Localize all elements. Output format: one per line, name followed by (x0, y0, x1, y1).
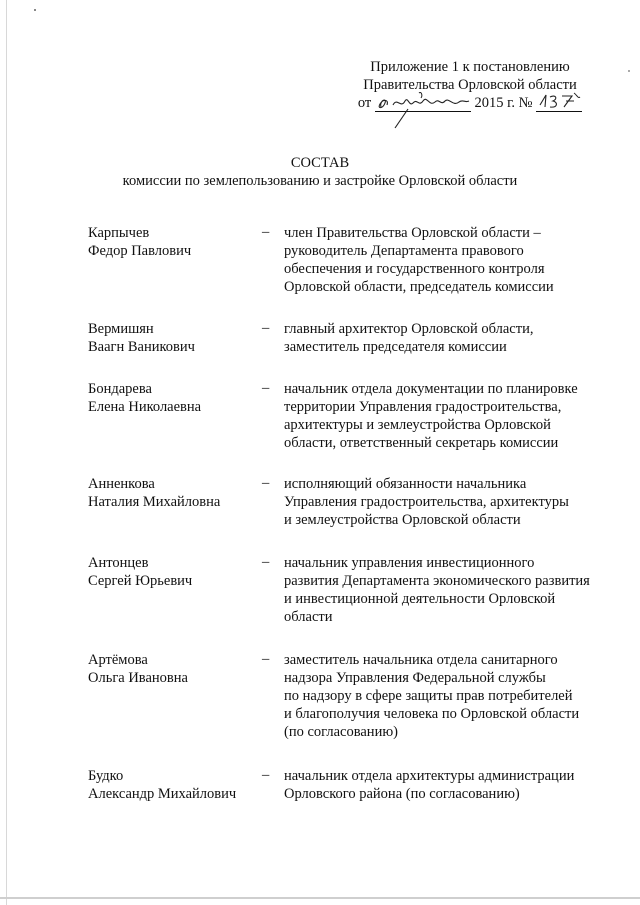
member-surname: Бондарева (88, 381, 152, 397)
member-dash: – (262, 767, 270, 783)
role-line: исполняющий обязанности начальника (284, 476, 527, 492)
role-line: заместитель председателя комиссии (284, 339, 507, 355)
member-given-names: Федор Павлович (88, 243, 192, 259)
member-role (284, 475, 604, 529)
member-name (88, 767, 258, 803)
appendix-header (340, 58, 600, 112)
member-surname: Карпычев (88, 225, 150, 241)
title-subheading: комиссии по землепользованию и застройке Орловской области (122, 173, 518, 189)
role-line: член Правительства Орловской области – (284, 225, 541, 241)
scan-edge (0, 897, 640, 899)
member-given-names: Сергей Юрьевич (88, 573, 193, 589)
year-label: 2015 г. № (474, 95, 533, 111)
handwritten-number-signature (536, 89, 582, 113)
member-role (284, 651, 604, 741)
role-line: начальник отдела документации по планировке (284, 381, 578, 397)
from-label: от (357, 95, 372, 111)
role-line: и благополучия человека по Орловской области (284, 706, 580, 722)
role-line: и инвестиционной деятельности Орловской (284, 591, 556, 607)
member-given-names: Ваагн Ваникович (88, 339, 195, 355)
member-given-names: Ольга Ивановна (88, 670, 188, 686)
member-role (284, 224, 604, 296)
role-line: начальник управления инвестиционного (284, 555, 535, 571)
role-line: надзора Управления Федеральной службы (284, 670, 546, 686)
appendix-date-line (340, 94, 600, 112)
member-name (88, 651, 258, 687)
member-dash: – (262, 554, 270, 570)
member-surname: Артёмова (88, 652, 148, 668)
handwritten-date-signature (375, 89, 471, 113)
role-line: Управления градостроительства, архитектуры (284, 494, 569, 510)
member-dash: – (262, 475, 270, 491)
role-line: области (284, 609, 333, 625)
role-line: и землеустройства Орловской области (284, 512, 521, 528)
member-dash: – (262, 224, 270, 240)
member-given-names: Наталия Михайловна (88, 494, 221, 510)
role-line: обеспечения и государственного контроля (284, 261, 545, 277)
role-line: по надзору в сфере защиты прав потребителей (284, 688, 573, 704)
member-name (88, 320, 258, 356)
handwritten-number (536, 95, 582, 112)
member-role (284, 767, 604, 803)
member-given-names: Елена Николаевна (88, 399, 202, 415)
member-dash: – (262, 651, 270, 667)
member-given-names: Александр Михайлович (88, 786, 237, 802)
role-line: начальник отдела архитектуры администрации (284, 768, 575, 784)
member-role (284, 320, 604, 356)
member-surname: Вермишян (88, 321, 154, 337)
scan-edge (6, 0, 7, 905)
member-dash: – (262, 380, 270, 396)
appendix-line-2: Правительства Орловской области (363, 77, 577, 93)
document-title (100, 154, 540, 190)
member-surname: Анненкова (88, 476, 155, 492)
role-line: развития Департамента экономического развития (284, 573, 590, 589)
member-name (88, 475, 258, 511)
scan-speck (628, 70, 630, 72)
role-line: территории Управления градостроительства, (284, 399, 562, 415)
role-line: (по согласованию) (284, 724, 398, 740)
pen-stroke-mark (392, 108, 412, 130)
member-surname: Будко (88, 768, 124, 784)
member-dash: – (262, 320, 270, 336)
role-line: Орловской области, председатель комиссии (284, 279, 554, 295)
role-line: архитектуры и землеустройства Орловской (284, 417, 551, 433)
member-role (284, 554, 604, 626)
member-role (284, 380, 604, 452)
title-heading: СОСТАВ (290, 155, 350, 171)
role-line: главный архитектор Орловской области, (284, 321, 534, 337)
member-surname: Антонцев (88, 555, 149, 571)
scan-speck (34, 9, 36, 11)
member-name (88, 224, 258, 260)
handwritten-date (375, 95, 471, 112)
role-line: заместитель начальника отдела санитарного (284, 652, 558, 668)
appendix-line-1: Приложение 1 к постановлению (370, 59, 570, 75)
member-name (88, 554, 258, 590)
member-name (88, 380, 258, 416)
role-line: области, ответственный секретарь комиссии (284, 435, 559, 451)
role-line: руководитель Департамента правового (284, 243, 524, 259)
role-line: Орловского района (по согласованию) (284, 786, 520, 802)
